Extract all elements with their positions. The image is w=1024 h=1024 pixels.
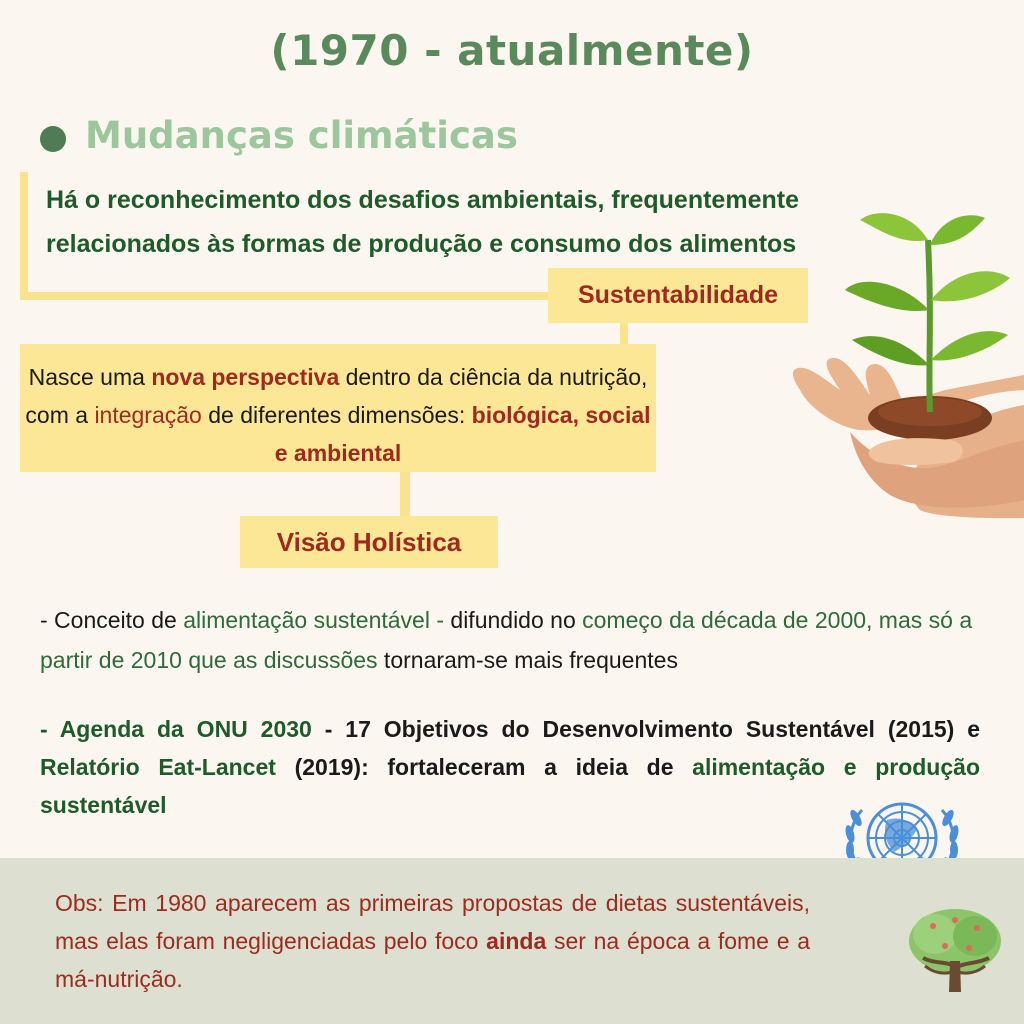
perspective-highlight-3: biológica, social e ambiental — [274, 402, 651, 466]
obs-text-1: Obs: Em 1980 aparecem as primeiras propostas de dietas sustentáveis, mas elas foram negligenciadas pelo foco — [55, 890, 810, 954]
para1-green-2: começo da década de 2000, mas só a partir de 2010 que as discussões — [40, 607, 973, 673]
section-heading: Mudanças climáticas — [85, 114, 518, 157]
para1-text-1: difundido no — [444, 607, 583, 633]
para1-green-1: alimentação sustentável - — [183, 607, 445, 633]
intro-text: Há o reconhecimento dos desafios ambientais, frequentemente relacionados às formas de produção e consumo dos alimentos — [46, 186, 799, 258]
para1-dash: - Conceito de — [40, 607, 184, 633]
bracket-line-bottom — [20, 292, 550, 300]
perspective-highlight-2: integração — [94, 402, 202, 428]
para2-text-2: (2019): fortaleceram a ideia de — [275, 754, 693, 780]
para2-green-3: alimentação e produção sustentável — [40, 754, 980, 818]
para2-green-2: Relatório Eat-Lancet — [40, 754, 276, 780]
bracket-line-left — [20, 172, 28, 300]
tree-logo-icon — [905, 906, 1005, 996]
connector-line-holistic — [400, 472, 410, 518]
perspective-text-1: Nasce uma — [28, 364, 152, 390]
perspective-text-2: dentro da ciência da nutrição, com a — [25, 364, 648, 428]
perspective-highlight-1: nova perspectiva — [151, 364, 340, 390]
perspective-box — [20, 344, 656, 472]
para1-text-2: tornaram-se mais frequentes — [377, 647, 678, 673]
paragraph-concept — [40, 600, 980, 680]
para2-green-1: - Agenda da ONU 2030 — [40, 716, 312, 742]
obs-text-2: ser na época a fome e a má-nutrição. — [55, 928, 811, 992]
perspective-text-3: de diferentes dimensões: — [201, 402, 472, 428]
plant-in-hand-icon — [790, 200, 1024, 520]
page-title: (1970 - atualmente) — [270, 26, 754, 75]
para2-text-1: - 17 Objetivos do Desenvolvimento Sustentável (2015) e — [311, 716, 981, 742]
obs-bold: ainda — [486, 928, 547, 954]
sustentabilidade-badge: Sustentabilidade — [548, 268, 808, 323]
bullet-dot-icon — [40, 126, 66, 152]
observation-text — [55, 884, 810, 998]
connector-line-sust — [620, 322, 628, 346]
holistic-badge: Visão Holística — [240, 516, 498, 568]
